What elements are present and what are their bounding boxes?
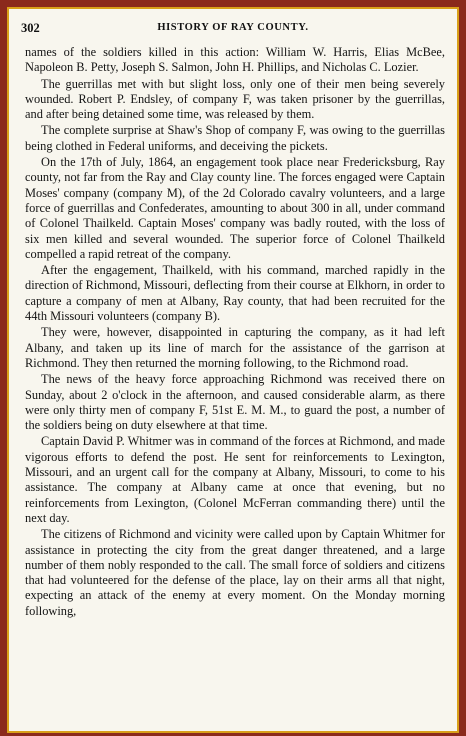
page-header xyxy=(19,21,447,37)
paragraph: They were, however, disappointed in capturing the company, as it had left Albany, and taken up its line of march for the assistance of the garrison at Richmond. They then returned the morning following, to the Richmond road. xyxy=(25,325,445,370)
paragraph: After the engagement, Thailkeld, with his command, marched rapidly in the direction of Richmond, Missouri, deflecting from their course at Elkhorn, in order to capture a company of men at Albany, Ray county, that had been recruited for the 44th Missouri volunteers (company B). xyxy=(25,263,445,324)
paragraph: On the 17th of July, 1864, an engagement took place near Fredericksburg, Ray county, not far from the Ray and Clay county line. The forces engaged were Captain Moses' company (company M), of the 2d Colorado cavalry volunteers, and a large force of guerrillas and Confederates, amounting to about 300 in all, under command of Colonel Thailkeld. Captain Moses' company was badly routed, with the loss of six men killed and several wounded. The superior force of Colonel Thailkeld compelled a rapid retreat of the company. xyxy=(25,155,445,261)
paragraph: The news of the heavy force approaching Richmond was received there on Sunday, about 2 o'clock in the afternoon, and caused considerable alarm, as there were only thirty men of company F, 51st E. M. M., to guard the post, a number of the soldiers being on duty elsewhere at that time. xyxy=(25,372,445,433)
book-page xyxy=(7,7,459,733)
paragraph: The guerrillas met with but slight loss, only one of their men being severely wounded. Robert P. Endsley, of company F, was taken prisoner by the guerrillas, and after being detained some time, was released by them. xyxy=(25,76,445,122)
page-body xyxy=(25,45,445,620)
paragraph: Captain David P. Whitmer was in command of the forces at Richmond, and made vigorous efforts to defend the post. He sent for reinforcements to Lexington, Missouri, and an urgent call for the company at Albany, Missouri, to come to his assistance. The company at Albany came at once that evening, but no reinforcements from Lexington, (Colonel McFerran commanding there) until the next day. xyxy=(25,434,445,525)
paragraph: The citizens of Richmond and vicinity were called upon by Captain Whitmer for assistance in protecting the city from the great danger threatened, and a large number of them nobly responded to the call. The small force of soldiers and citizens that had volunteered for the defense of the place, lay on their arms all that night, expecting an attack of the enemy at every moment. On the Monday morning following, xyxy=(25,527,445,618)
paragraph: The complete surprise at Shaw's Shop of company F, was owing to the guerrillas being clothed in Federal uniforms, and deceiving the pickets. xyxy=(25,123,445,153)
page-number: 302 xyxy=(21,21,40,35)
running-head: HISTORY OF RAY COUNTY. xyxy=(157,22,309,33)
paragraph: names of the soldiers killed in this action: William W. Harris, Elias McBee, Napoleon B. Petty, Joseph S. Salmon, John H. Phillips, and Nicholas C. Lozier. xyxy=(25,45,445,75)
